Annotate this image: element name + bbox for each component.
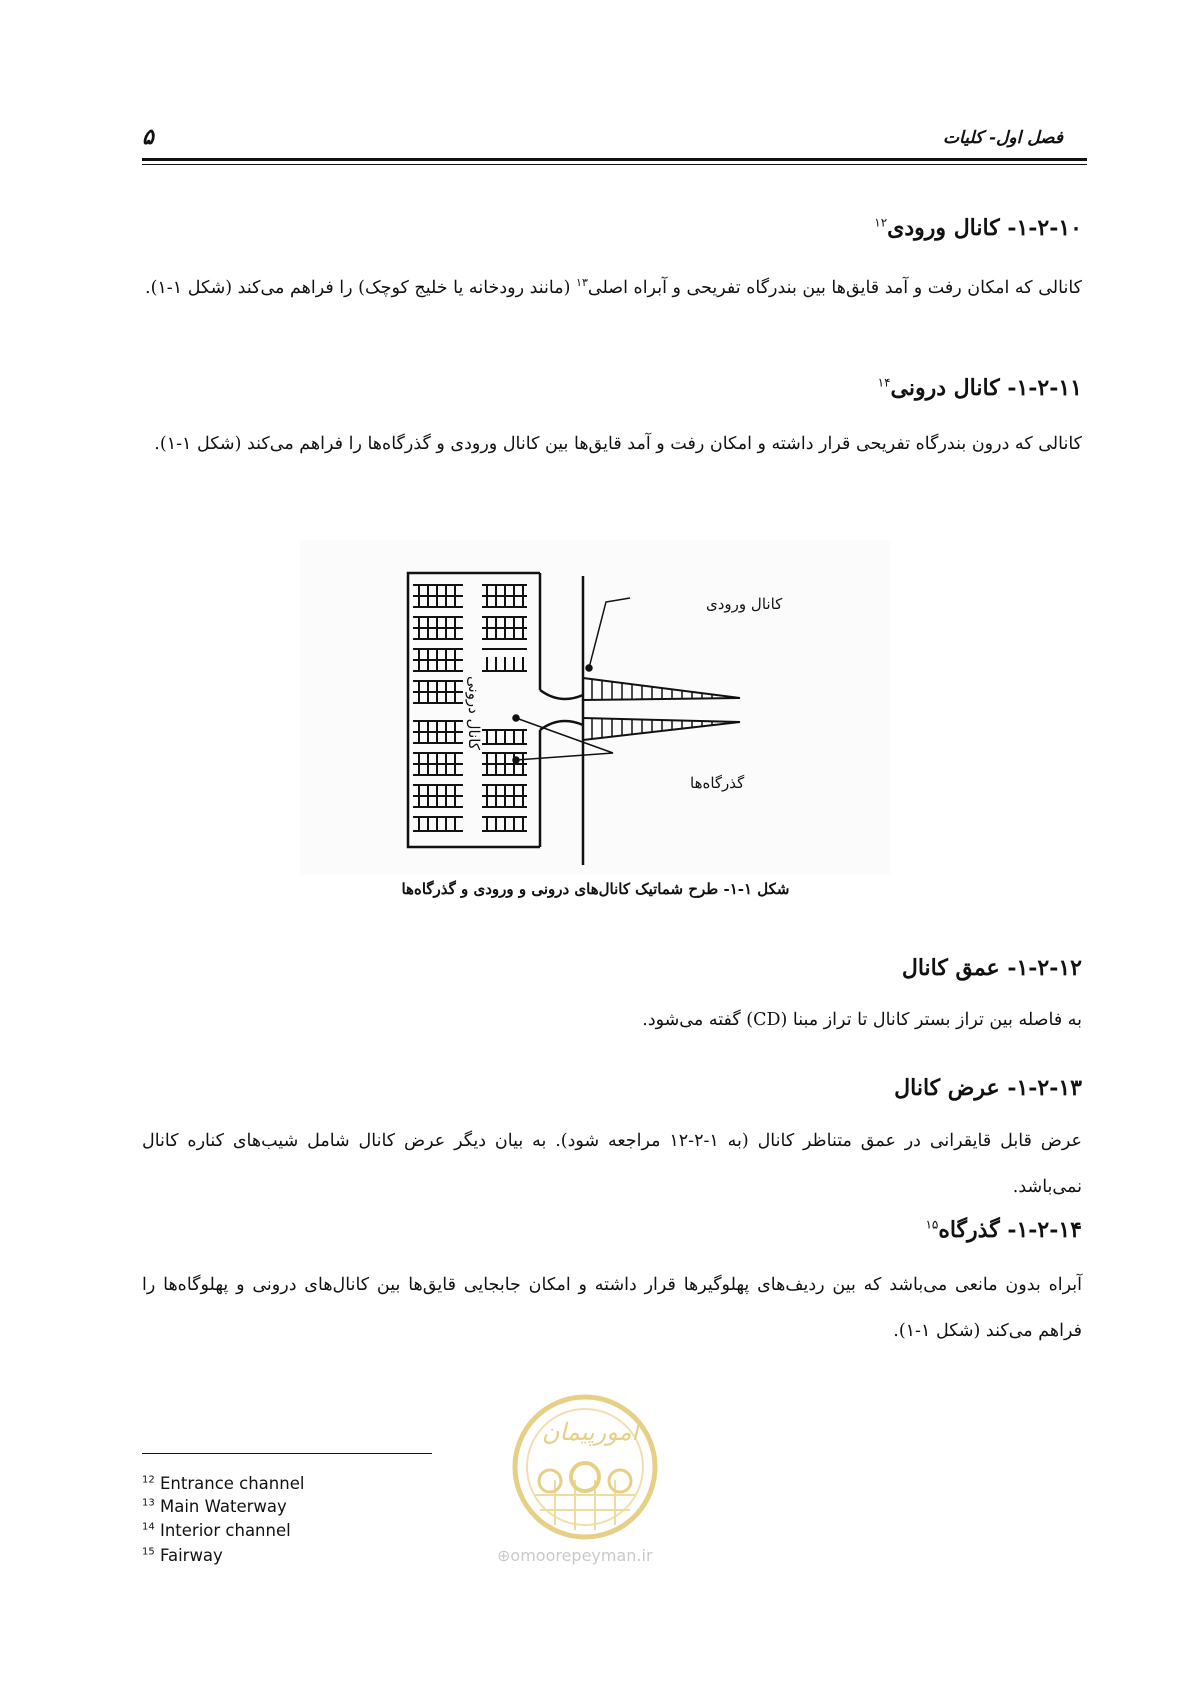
footnote-rule	[142, 1453, 432, 1454]
footnote-12: $^{12}$ Entrance channel	[142, 1474, 305, 1493]
section-heading-fairway: ۱-۲-۱۴- گذرگاه$^{۱۵}$	[925, 1217, 1082, 1243]
globe-icon: ⊕	[497, 1546, 511, 1565]
watermark-url: ⊕omoorepeyman.ir	[497, 1546, 653, 1565]
figure-schematic	[300, 540, 890, 875]
label-entrance-channel: کانال ورودی	[706, 595, 783, 613]
figure-caption: شکل ۱-۱- طرح شماتیک کانال‌های درونی و ورودی و گذرگاه‌ها	[401, 880, 790, 898]
section-paragraph-fairway: آبراه بدون مانعی می‌باشد که بین ردیف‌های پهلوگیرها قرار داشته و امکان جابجایی قایق‌ها بین کانال‌های درونی و پهلوگاه‌ها را فراهم می‌کند (شکل ۱-۱).	[142, 1275, 1082, 1341]
section-paragraph-interior-channel: کانالی که درون بندرگاه تفریحی قرار داشته و امکان رفت و آمد قایق‌ها بین کانال ورودی و گذرگاه‌ها را فراهم می‌کند (شکل ۱-۱).	[154, 434, 1082, 454]
page-number: ۵	[142, 124, 154, 150]
label-interior-channel: کانال درونی	[465, 676, 483, 750]
section-paragraph-entrance-channel: کانالی که امکان رفت و آمد قایق‌ها بین بندرگاه تفریحی و آبراه اصلی$^{۱۳}$ (مانند رودخانه یا خلیج کوچک) را فراهم می‌کند (شکل ۱-۱).	[145, 276, 1082, 298]
watermark-logo	[490, 1385, 680, 1545]
section-heading-interior-channel: ۱-۲-۱۱- کانال درونی$^{۱۴}$	[877, 375, 1082, 401]
section-heading-entrance-channel: ۱-۲-۱۰- کانال ورودی$^{۱۲}$	[874, 215, 1082, 241]
header-rule-thick	[142, 158, 1087, 161]
watermark-name: امورپیمان	[541, 1418, 639, 1446]
label-fairways: گذرگاه‌ها	[690, 774, 745, 792]
header-rule-thin	[142, 164, 1087, 165]
footnote-13: $^{13}$ Main Waterway	[142, 1497, 287, 1516]
section-paragraph-channel-width: عرض قابل قایقرانی در عمق متناظر کانال (به ۱-۲-۱۲ مراجعه شود). به بیان دیگر عرض کانال شامل شیب‌های کناره کانال نمی‌باشد.	[142, 1131, 1082, 1197]
section-heading-channel-width: ۱-۲-۱۳- عرض کانال	[894, 1075, 1082, 1101]
footnote-15: $^{15}$ Fairway	[142, 1546, 223, 1565]
footnote-14: $^{14}$ Interior channel	[142, 1521, 291, 1540]
section-heading-channel-depth: ۱-۲-۱۲- عمق کانال	[901, 955, 1082, 981]
chapter-title: فصل اول- کلیات	[943, 128, 1063, 148]
section-paragraph-channel-depth: به فاصله بین تراز بستر کانال تا تراز مبنا (CD) گفته می‌شود.	[642, 1010, 1082, 1030]
